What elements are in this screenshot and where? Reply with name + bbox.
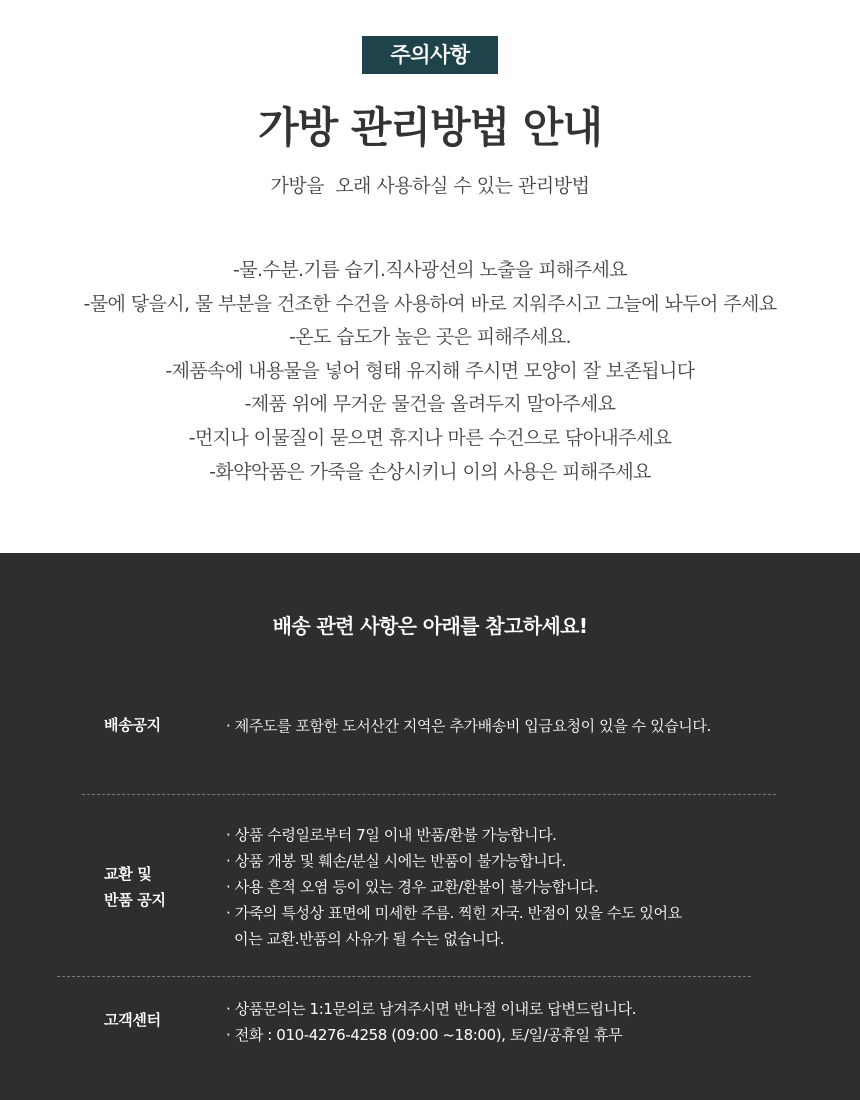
page-subtitle: 가방을 오래 사용하실 수 있는 관리방법 <box>270 175 590 197</box>
notice-badge: 주의사항 <box>362 36 498 74</box>
care-tip: -온도 습도가 높은 곳은 피해주세요. <box>288 326 571 349</box>
support-label: 고객센터 <box>104 1011 161 1029</box>
notice-line: · 상품 개봉 및 훼손/분실 시에는 반품이 불가능합니다. <box>226 852 566 870</box>
returns-notice-lines <box>226 822 682 952</box>
delivery-notice-label: 배송공지 <box>104 716 161 734</box>
care-tip: -제품 위에 무거운 물건을 올려두지 말아주세요 <box>244 393 616 416</box>
notice-line: · 상품 수령일로부터 7일 이내 반품/환불 가능합니다. <box>226 826 557 844</box>
care-tip: -물.수분.기름 습기.직사광선의 노출을 피해주세요 <box>233 259 627 281</box>
care-tips-list <box>0 254 860 489</box>
notice-line: · 제주도를 포함한 도서산간 지역은 추가배송비 입금요청이 있을 수 있습니다. <box>226 717 711 735</box>
care-tip: -화약악품은 가죽을 손상시키니 이의 사용은 피해주세요 <box>209 460 651 483</box>
shipping-info-section <box>0 553 860 1100</box>
care-tip: -제품속에 내용물을 넣어 형태 유지해 주시면 모양이 잘 보존됩니다 <box>165 359 695 382</box>
section-divider <box>82 794 776 795</box>
notice-line: · 사용 흔적 오염 등이 있는 경우 교환/환불이 불가능합니다. <box>226 878 599 896</box>
returns-notice-label-line2: 반품 공지 <box>104 891 166 909</box>
page-title: 가방 관리방법 안내 <box>258 103 602 152</box>
returns-notice-label-line1: 교환 및 <box>104 865 152 883</box>
notice-line: · 전화 : 010-4276-4258 (09:00 ~18:00), 토/일/공휴일 휴무 <box>226 1026 623 1044</box>
care-tip: -물에 닿을시, 물 부분을 건조한 수건을 사용하여 바로 지워주시고 그늘에 놔두어 주세요 <box>83 292 777 315</box>
shipping-heading: 배송 관련 사항은 아래를 참고하세요! <box>272 614 588 638</box>
support-lines <box>226 996 636 1048</box>
section-divider <box>57 976 751 977</box>
notice-line: 이는 교환.반품의 사유가 될 수는 없습니다. <box>234 930 505 948</box>
notice-line: · 상품문의는 1:1문의로 남겨주시면 반나절 이내로 답변드립니다. <box>226 1000 637 1018</box>
care-tip: -먼지나 이물질이 묻으면 휴지나 마른 수건으로 닦아내주세요 <box>188 426 672 449</box>
notice-line: · 가죽의 특성상 표면에 미세한 주름. 찍힌 자국. 반점이 있을 수도 있어요 <box>226 904 682 922</box>
delivery-notice-lines <box>226 713 711 739</box>
